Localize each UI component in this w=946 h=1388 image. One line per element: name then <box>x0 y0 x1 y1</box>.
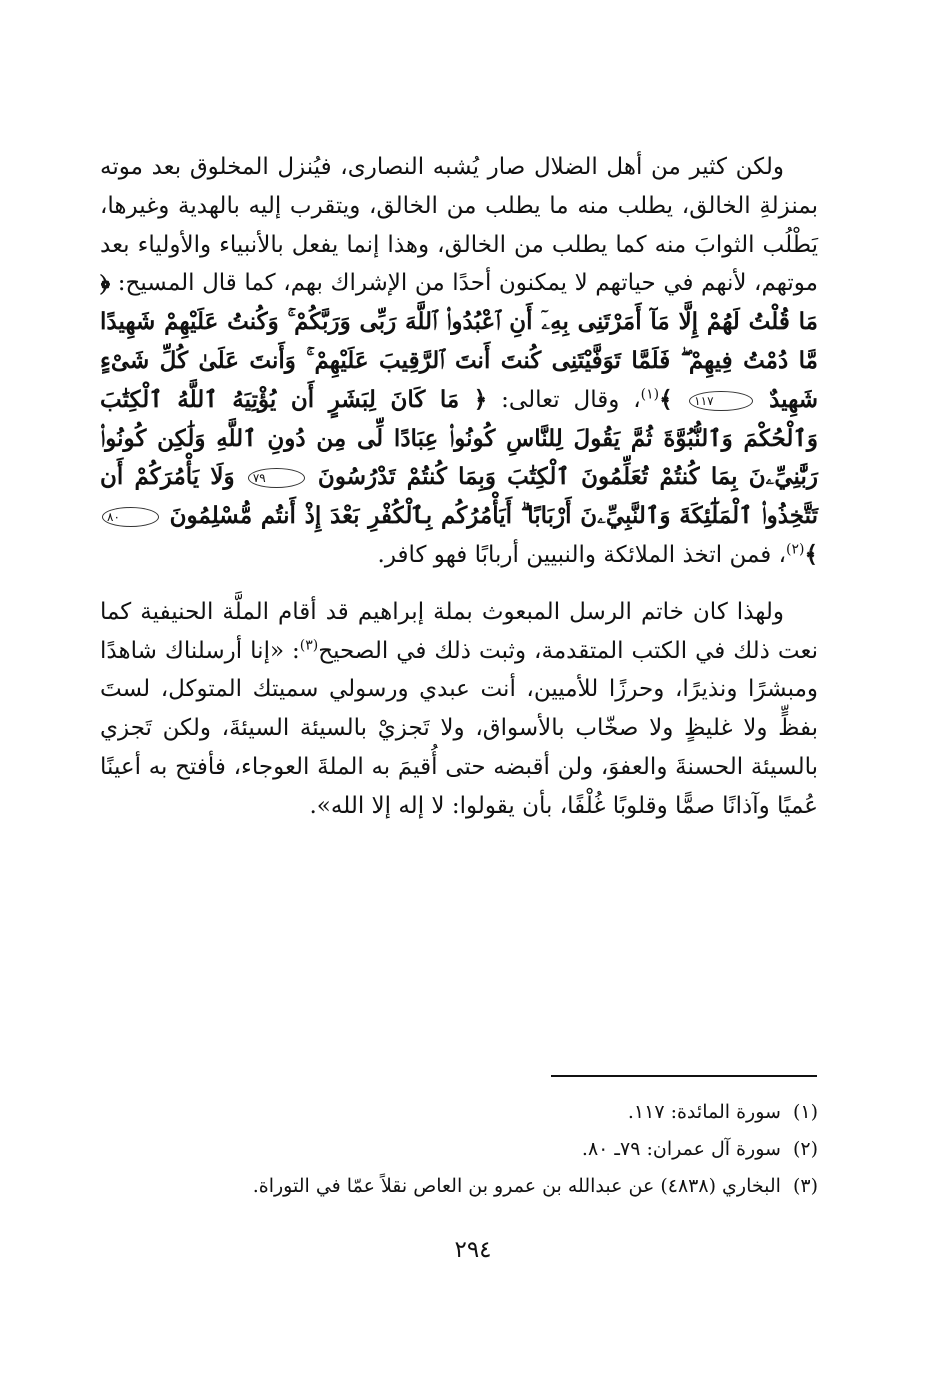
page-number: ٢٩٤ <box>454 1237 492 1263</box>
footnote-2 <box>100 1131 818 1168</box>
footnote-number: (١) <box>792 1101 818 1123</box>
body-text-segment: ولكن كثير من أهل الضلال صار يُشبه النصارى، فيُنزل المخلوق بعد موته بمنزلةِ الخالق، يطلب منه ما يطلب من الخالق، ويتقرب إليه بالهدية وغيرها، يَطْلُب الثوابَ منه كما يطلب من الخالق، وهذا إنما يفعل بالأنبياء والأولياء بعد موتهم، لأنهم في حياتهم لا يمكنون أحدًا من الإشراك بهم، كما قال المسيح: <box>100 154 818 297</box>
body-text-segment: ، فمن اتخذ الملائكة والنبيين أربابًا فهو كافر. <box>377 541 787 568</box>
footnotes <box>100 1094 818 1205</box>
footnote-text: سورة آل عمران: ٧٩ـ ٨٠. <box>581 1138 781 1160</box>
footnote-number: (٣) <box>792 1175 818 1197</box>
ayah-number-marker: ١١٧ <box>689 391 752 411</box>
quran-verse: وَلَا يَأْمُرَكُمْ أَن تَتَّخِذُوا۟ ٱلْمَلَٰٓئِكَةَ وَٱلنَّبِيِّۦنَ أَرْبَابًا ۗ أَيَأْمُرُكُم بِٱلْكُفْرِ بَعْدَ إِذْ أَنتُم مُّسْلِمُونَ <box>100 463 818 530</box>
footnote-text: سورة المائدة: ١١٧. <box>627 1101 781 1123</box>
footnote-reference: (١) <box>640 386 660 403</box>
body-text-segment: ، وقال تعالى: <box>487 386 641 413</box>
quran-verse: ﴾ <box>659 385 688 413</box>
main-text <box>100 148 818 826</box>
footnote-reference: (٢) <box>786 541 805 558</box>
footnote-3 <box>100 1168 818 1205</box>
paragraph-2 <box>100 593 818 826</box>
ayah-number-marker: ٨٠ <box>102 507 159 527</box>
body-text-segment: ولهذا كان خاتم الرسل المبعوث بملة إبراهيم قد أقام الملَّة الحنيفية كما نعت ذلك في الكتب المتقدمة، وثبت ذلك في الصحيح <box>100 598 818 664</box>
footnote-1 <box>100 1094 818 1131</box>
quran-verse: ﴿ مَا قُلْتُ لَهُمْ إِلَّا مَآ أَمَرْتَنِى بِهِۦٓ أَنِ ٱعْبُدُوا۟ ٱللَّهَ رَبِّى وَرَبَّكُمْ ۚ وَكُنتُ عَلَيْهِمْ شَهِيدًا مَّا دُمْتُ فِيهِمْ ۖ فَلَمَّا تَوَفَّيْتَنِى كُنتَ أَنتَ ٱلرَّقِيبَ عَلَيْهِمْ ۚ وَأَنتَ عَلَىٰ كُلِّ شَىْءٍ شَهِيدٌ <box>100 269 818 413</box>
paragraph-1 <box>100 148 818 575</box>
ayah-number-marker: ٧٩ <box>248 468 305 488</box>
footnote-reference: (٣) <box>299 636 319 653</box>
body-text-segment: : «إنا أرسلناك شاهدًا ومبشرًا ونذيرًا، وحرزًا للأميين، أنت عبدي ورسولي سميتك المتوكل، لستَ بفظٍّ ولا غليظٍ ولا صخّاب بالأسواق، ولا تَجزيْ بالسيئة السيئةَ، ولكن تَجزي بالسيئة الحسنةَ والعفوَ، ولن أقبضه حتى أُقيمَ به الملةَ العوجاء، فأفتح به أعينًا عُميًا وآذانًا صمًّا وقلوبًا غُلْفًا، بأن يقولوا: لا إله إلا الله». <box>100 637 819 819</box>
quran-verse: ﴾ <box>804 540 818 568</box>
footnote-text: البخاري (٤٨٣٨) عن عبدالله بن عمرو بن العاص نقلاً عمّا في التوراة. <box>252 1175 781 1197</box>
footnote-separator <box>551 1075 817 1077</box>
quran-verse: ﴿ مَا كَانَ لِبَشَرٍ أَن يُؤْتِيَهُ ٱللَّهُ ٱلْكِتَٰبَ وَٱلْحُكْمَ وَٱلنُّبُوَّةَ ثُمَّ يَقُولَ لِلنَّاسِ كُونُوا۟ عِبَادًا لِّى مِن دُونِ ٱللَّهِ وَلَٰكِن كُونُوا۟ رَبَّٰنِيِّۦنَ بِمَا كُنتُمْ تُعَلِّمُونَ ٱلْكِتَٰبَ وَبِمَا كُنتُمْ تَدْرُسُونَ <box>100 385 818 491</box>
footnote-number: (٢) <box>792 1138 818 1160</box>
